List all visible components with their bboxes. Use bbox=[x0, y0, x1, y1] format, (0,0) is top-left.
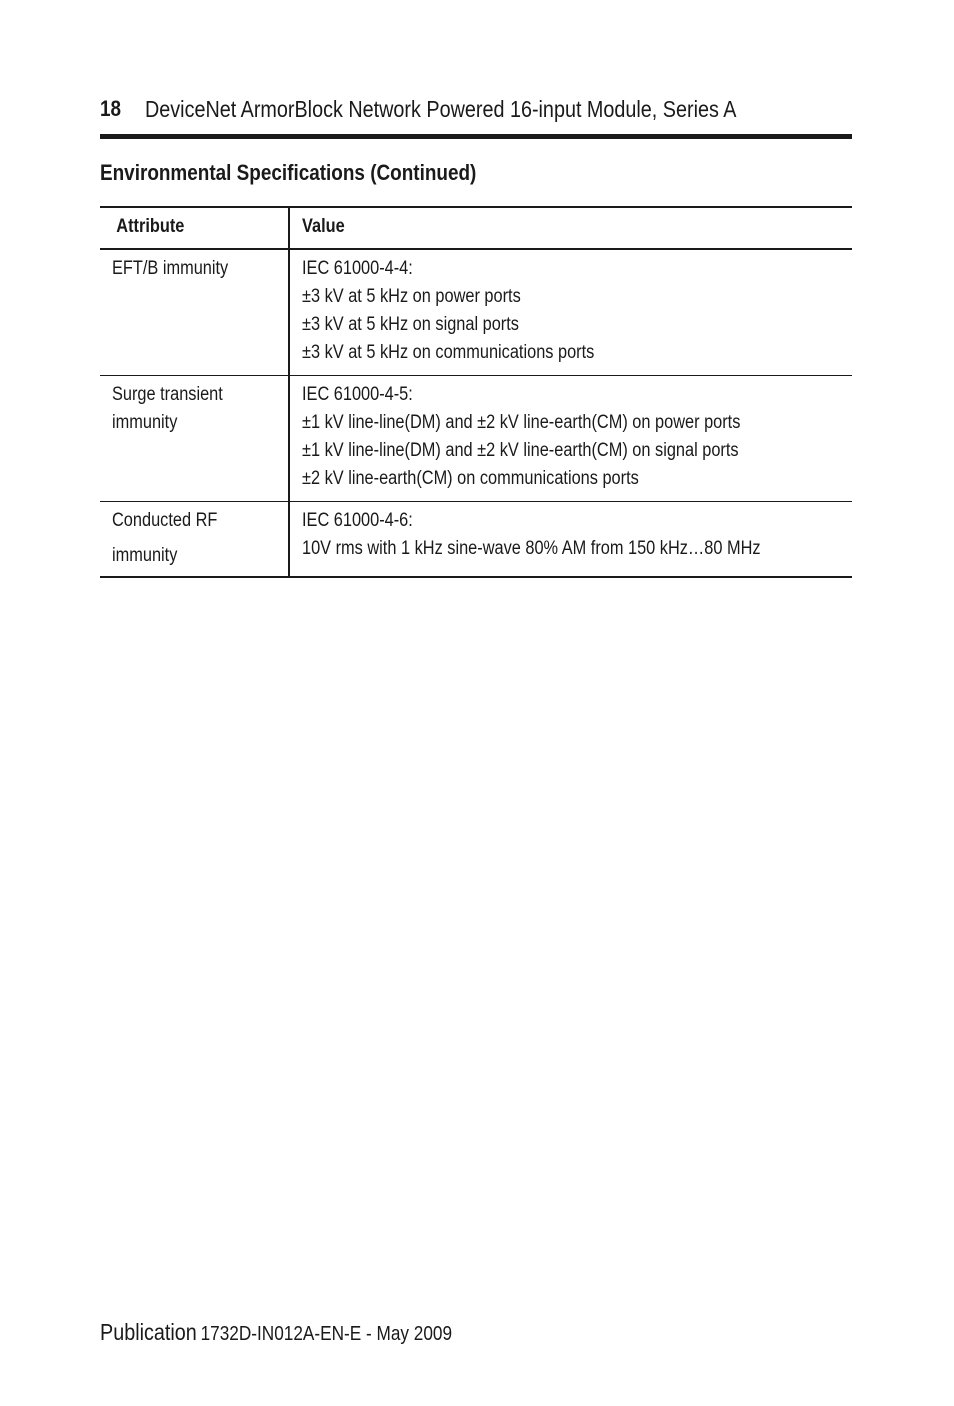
document-title: DeviceNet ArmorBlock Network Powered 16-input Module, Series A bbox=[145, 96, 737, 122]
publication-footer bbox=[100, 1316, 452, 1350]
column-header-label: Attribute bbox=[116, 216, 185, 237]
table-row bbox=[100, 250, 852, 376]
value-text: ±3 kV at 5 kHz on signal ports bbox=[302, 314, 519, 335]
attribute-cell bbox=[100, 250, 290, 375]
value-cell bbox=[290, 376, 852, 501]
section-title: Environmental Specifications (Continued) bbox=[100, 160, 477, 185]
column-header-label: Value bbox=[302, 216, 345, 237]
table-header-row bbox=[100, 208, 852, 250]
attribute-cell bbox=[100, 502, 290, 576]
value-text: ±1 kV line-line(DM) and ±2 kV line-earth(CM) on power ports bbox=[302, 412, 741, 433]
attribute-text: immunity bbox=[112, 412, 178, 433]
value-text: ±3 kV at 5 kHz on communications ports bbox=[302, 342, 595, 363]
attribute-text: immunity bbox=[112, 545, 178, 566]
table-row bbox=[100, 376, 852, 502]
value-text: IEC 61000-4-5: bbox=[302, 384, 413, 405]
attribute-text: Surge transient bbox=[112, 384, 223, 405]
table-row bbox=[100, 502, 852, 576]
value-text: ±1 kV line-line(DM) and ±2 kV line-earth(CM) on signal ports bbox=[302, 440, 739, 461]
attribute-text: Conducted RF bbox=[112, 510, 218, 531]
value-text: IEC 61000-4-4: bbox=[302, 258, 413, 279]
attribute-text: EFT/B immunity bbox=[112, 258, 229, 279]
publication-label: Publication bbox=[100, 1319, 197, 1345]
value-text: 10V rms with 1 kHz sine-wave 80% AM from 150 kHz…80 MHz bbox=[302, 538, 761, 559]
column-header-attribute bbox=[100, 208, 290, 248]
header-rule bbox=[100, 134, 852, 139]
attribute-cell bbox=[100, 376, 290, 501]
page-header bbox=[100, 94, 852, 138]
value-text: IEC 61000-4-6: bbox=[302, 510, 413, 531]
publication-id: 1732D-IN012A-EN-E - May 2009 bbox=[200, 1323, 453, 1345]
page-number: 18 bbox=[100, 96, 122, 121]
value-text: ±3 kV at 5 kHz on power ports bbox=[302, 286, 521, 307]
column-header-value bbox=[290, 208, 852, 248]
value-cell bbox=[290, 250, 852, 375]
value-text: ±2 kV line-earth(CM) on communications ports bbox=[302, 468, 639, 489]
environmental-specifications-table bbox=[100, 206, 852, 578]
value-cell bbox=[290, 502, 852, 576]
